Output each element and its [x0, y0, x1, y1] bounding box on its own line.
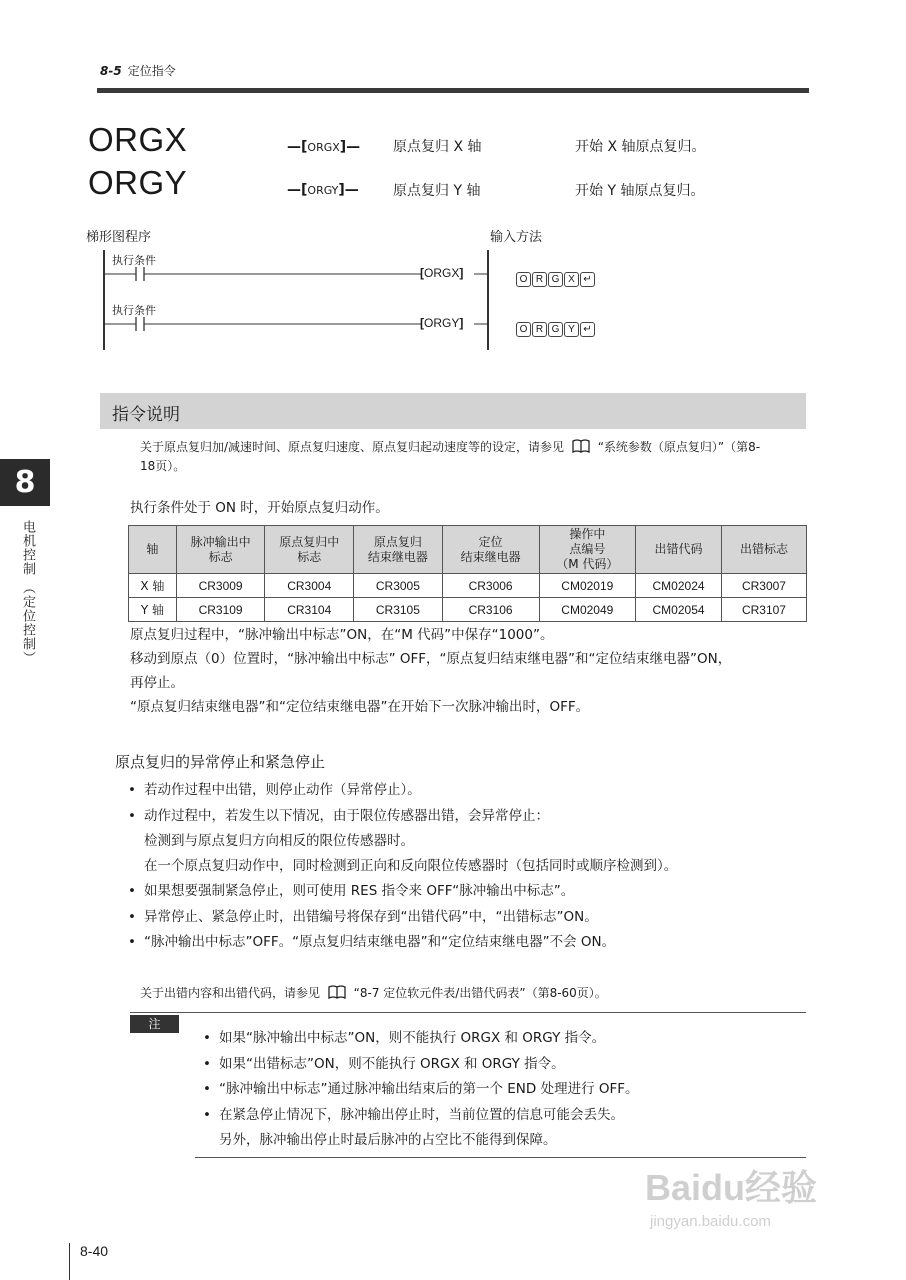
- list-item-text: 如果想要强制紧急停止，则可使用 RES 指令来 OFF“脉冲输出中标志”。: [144, 883, 575, 899]
- list-item: • 异常停止、紧急停止时，出错编号将保存到“出错代码”中，“出错标志”ON。: [128, 908, 598, 925]
- table-header-text: 原点复归 结束继电器: [367, 534, 428, 564]
- error-reference-text: 关于出错内容和出错代码，请参见: [140, 986, 321, 1000]
- book-icon: [328, 985, 346, 999]
- abnormal-list: [128, 778, 818, 956]
- paragraph: 再停止。: [130, 675, 184, 691]
- table-cell: CR3104: [265, 598, 354, 622]
- note-tag: 注: [130, 1015, 179, 1033]
- table-header-text: 脉冲输出中 标志: [190, 534, 251, 564]
- section-title: 定位指令: [127, 64, 176, 78]
- sub-item: 在一个原点复归动作中，同时检测到正向和反向限位传感器时（包括同时或顺序检测到）。: [144, 858, 678, 874]
- symbol-orgy: —[ORGY]—: [287, 182, 359, 198]
- table-cell: CR3107: [721, 598, 806, 622]
- command-title-orgy: ORGY: [88, 164, 188, 201]
- table-header-text: 定位 结束继电器: [460, 534, 521, 564]
- table-cell: CR3006: [442, 574, 539, 598]
- note-item-text: 在紧急停止情况下，脉冲输出停止时，当前位置的信息可能会丢失。: [219, 1106, 624, 1123]
- table-cell: CR3009: [176, 574, 265, 598]
- list-item-text: 异常停止、紧急停止时，出错编号将保存到“出错代码”中，“出错标志”ON。: [144, 908, 598, 925]
- chapter-tab: 8: [0, 459, 50, 506]
- table-cell: CM02024: [636, 574, 722, 598]
- section-header: [100, 62, 176, 79]
- rung2-coil-label: ORGY: [424, 316, 460, 330]
- rung2-keys: [516, 317, 596, 337]
- paragraph: 移动到原点（0）位置时，“脉冲输出中标志” OFF，“原点复归结束继电器”和“定位结束继电器”ON，: [130, 651, 732, 667]
- table-header-text: 出错标志: [739, 542, 788, 556]
- page-number: 8-40: [80, 1243, 109, 1259]
- note-item: • 如果“出错标志”ON，则不能执行 ORGX 和 ORGY 指令。: [203, 1055, 565, 1072]
- note-item: • 如果“脉冲输出中标志”ON，则不能执行 ORGX 和 ORGY 指令。: [203, 1030, 606, 1046]
- note-item-continuation: 另外，脉冲输出停止时最后脉冲的占空比不能得到保障。: [219, 1132, 557, 1148]
- key-o: O: [516, 322, 531, 337]
- note-list: [203, 1026, 803, 1153]
- section-number: 8-5: [100, 64, 122, 78]
- table-header: [354, 526, 443, 574]
- note-item: • “脉冲输出中标志”通过脉冲输出结束后的第一个 END 处理进行 OFF。: [203, 1081, 639, 1097]
- key-g: G: [548, 322, 563, 337]
- key-enter: ↵: [580, 322, 595, 337]
- header-rule: [97, 88, 809, 93]
- rung1-coil: [ORGX]: [420, 266, 464, 280]
- command-desc-orgy: 原点复归 Y 轴: [393, 183, 481, 199]
- list-item: • 动作过程中，若发生以下情况，由于限位传感器出错，会异常停止：: [128, 807, 549, 824]
- paragraph: 原点复归过程中，“脉冲输出中标志”ON，在“M 代码”中保存“1000”。: [130, 627, 554, 643]
- table-header: [176, 526, 265, 574]
- rung2-contact-label: 执行条件: [112, 304, 156, 317]
- table-row: [129, 598, 807, 622]
- table-cell: X 轴: [129, 574, 177, 598]
- table-cell: CR3109: [176, 598, 265, 622]
- table-cell: Y 轴: [129, 598, 177, 622]
- note-bottom-rule: [195, 1157, 806, 1158]
- table-cell: CR3004: [265, 574, 354, 598]
- note-top-rule: [130, 1012, 806, 1013]
- command-action-orgx: 开始 X 轴原点复归。: [575, 139, 706, 155]
- symbol-orgy-label: ORGY: [307, 184, 339, 197]
- symbol-orgx-label: ORGX: [307, 141, 340, 154]
- note-item: • 在紧急停止情况下，脉冲输出停止时，当前位置的信息可能会丢失。: [203, 1106, 624, 1123]
- rung2-coil: [ORGY]: [420, 316, 464, 330]
- table-cell: CM02019: [539, 574, 636, 598]
- table-row: [129, 574, 807, 598]
- device-table: [128, 525, 807, 622]
- key-x: X: [564, 272, 579, 287]
- watermark-url: jingyan.baidu.com: [650, 1213, 771, 1230]
- key-enter: ↵: [580, 272, 595, 287]
- table-cell: CR3005: [354, 574, 443, 598]
- section-heading-band: [100, 393, 806, 429]
- reference-note: [140, 438, 808, 476]
- table-cell: CM02049: [539, 598, 636, 622]
- rung1-contact-label: 执行条件: [112, 254, 156, 267]
- ladder-title: 梯形图程序: [86, 230, 152, 245]
- key-o: O: [516, 272, 531, 287]
- symbol-orgx: —[ORGX]—: [287, 139, 361, 155]
- reference-note-link: “系统参数（原点复归）”（第8-: [597, 440, 761, 454]
- command-title-orgx: ORGX: [88, 121, 188, 158]
- intro-text: 执行条件处于 ON 时，开始原点复归动作。: [130, 500, 389, 516]
- chapter-label: 电机控制 （定位控制）: [20, 520, 35, 666]
- key-r: R: [532, 322, 547, 337]
- table-header: [539, 526, 636, 574]
- table-header-text: 操作中 点编号 （M 代码）: [556, 527, 619, 571]
- rung1-coil-label: ORGX: [424, 266, 460, 280]
- table-cell: CR3007: [721, 574, 806, 598]
- paragraph: “原点复归结束继电器”和“定位结束继电器”在开始下一次脉冲输出时，OFF。: [130, 699, 590, 715]
- table-header-text: 轴: [146, 542, 159, 556]
- table-header: [265, 526, 354, 574]
- book-icon: [572, 439, 590, 453]
- reference-note-page: 18页）。: [140, 459, 186, 473]
- section-heading: 指令说明: [112, 405, 180, 425]
- list-item-text: “脉冲输出中标志”OFF。“原点复归结束继电器”和“定位结束继电器”不会 ON。: [144, 934, 616, 950]
- watermark-logo: Baidu经验: [645, 1167, 818, 1208]
- command-desc-orgx: 原点复归 X 轴: [393, 139, 482, 155]
- table-header: [721, 526, 806, 574]
- table-header-text: 出错代码: [654, 542, 703, 556]
- table-header: [636, 526, 722, 574]
- rung1-keys: [516, 267, 596, 287]
- error-reference: [140, 984, 607, 1003]
- error-reference-link: “8-7 定位软元件表/出错代码表”（第8-60页）。: [353, 986, 607, 1000]
- list-item: • 若动作过程中出错，则停止动作（异常停止）。: [128, 782, 421, 798]
- footer-bar: [69, 1243, 70, 1280]
- table-header-row: [129, 526, 807, 574]
- note-item-text: “脉冲输出中标志”通过脉冲输出结束后的第一个 END 处理进行 OFF。: [219, 1081, 639, 1097]
- input-method-title: 输入方法: [490, 230, 543, 245]
- sub-item: 检测到与原点复归方向相反的限位传感器时。: [144, 833, 414, 849]
- table-header: [442, 526, 539, 574]
- list-item-text: 若动作过程中出错，则停止动作（异常停止）。: [144, 782, 421, 798]
- table-header: [129, 526, 177, 574]
- key-y: Y: [564, 322, 579, 337]
- command-action-orgy: 开始 Y 轴原点复归。: [575, 183, 705, 199]
- key-r: R: [532, 272, 547, 287]
- list-item: • 如果想要强制紧急停止，则可使用 RES 指令来 OFF“脉冲输出中标志”。: [128, 883, 575, 899]
- reference-note-text: 关于原点复归加/减速时间、原点复归速度、原点复归起动速度等的设定，请参见: [140, 440, 565, 454]
- explanation-paragraphs: [130, 623, 810, 719]
- list-item-text: 动作过程中，若发生以下情况，由于限位传感器出错，会异常停止：: [144, 807, 549, 824]
- subheading: 原点复归的异常停止和紧急停止: [115, 753, 326, 771]
- table-header-text: 原点复归中 标志: [279, 534, 340, 564]
- table-cell: CR3105: [354, 598, 443, 622]
- list-item: • “脉冲输出中标志”OFF。“原点复归结束继电器”和“定位结束继电器”不会 ON。: [128, 934, 616, 950]
- table-cell: CM02054: [636, 598, 722, 622]
- table-cell: CR3106: [442, 598, 539, 622]
- note-item-text: 如果“出错标志”ON，则不能执行 ORGX 和 ORGY 指令。: [219, 1055, 565, 1072]
- note-item-text: 如果“脉冲输出中标志”ON，则不能执行 ORGX 和 ORGY 指令。: [219, 1030, 606, 1046]
- key-g: G: [548, 272, 563, 287]
